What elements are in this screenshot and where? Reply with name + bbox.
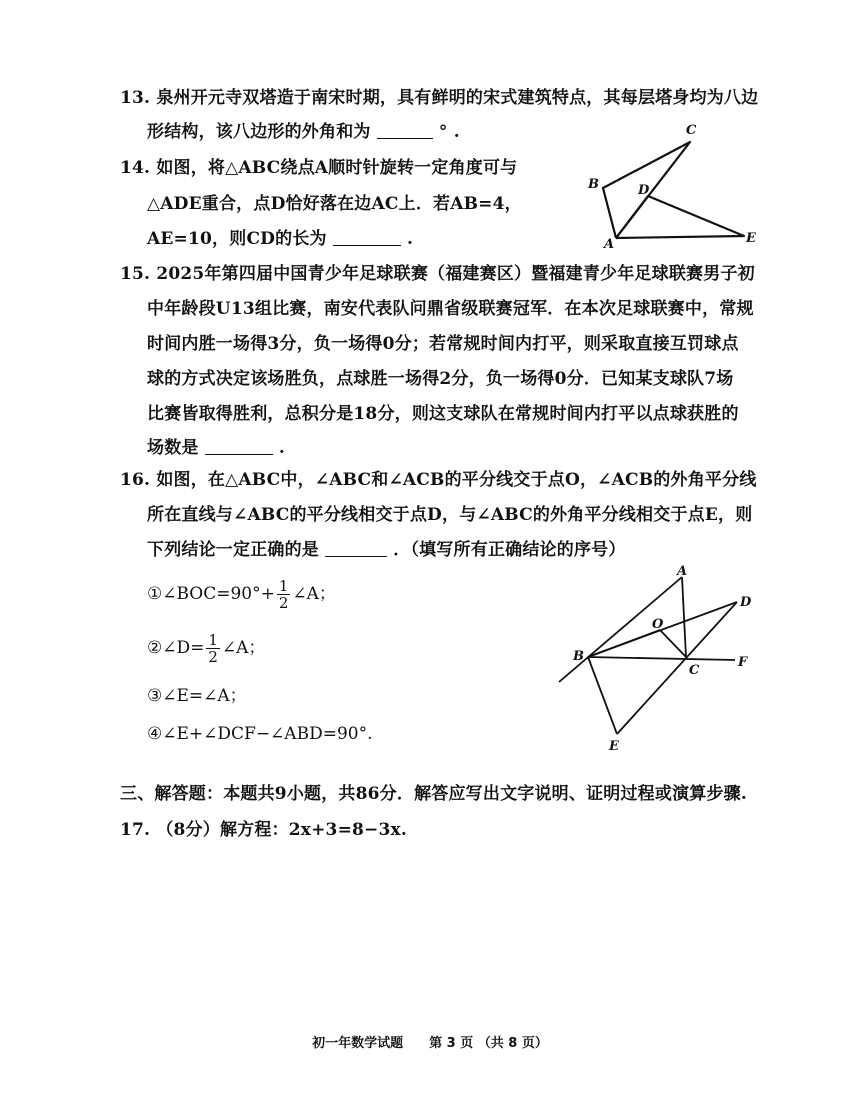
q15-text-6: 场数是 — [147, 438, 199, 458]
q13-text-1: 泉州开元寺双塔造于南宋时期，具有鲜明的宋式建筑特点，其每层塔身均为八边 — [156, 88, 759, 108]
q15-text-4: 球的方式决定该场胜负，点球胜一场得2分，负一场得0分．已知某支球队7场 — [147, 369, 734, 389]
q15-text-5: 比赛皆取得胜利，总积分是18分，则这支球队在常规时间内打平以点球获胜的 — [147, 404, 739, 424]
q16-label-a: A — [677, 564, 688, 579]
q15-end: . — [278, 438, 285, 458]
q15-line6 — [147, 436, 285, 460]
q15-number: 15. — [120, 264, 151, 284]
q15-text-2: 中年龄段U13组比赛，南安代表队问鼎省级联赛冠军．在本次足球联赛中，常规 — [147, 299, 754, 319]
q14-line3 — [147, 227, 413, 251]
q16-s2-pre: ②∠D= — [147, 638, 205, 658]
q16-text-3-end: ．（填写所有正确结论的序号） — [393, 540, 626, 560]
q16-line-bo — [588, 630, 660, 657]
q16-s2-post: ∠A； — [221, 638, 266, 658]
q16-text-2: 所在直线与∠ABC的平分线相交于点D，与∠ABC的外角平分线相交于点E，则 — [147, 505, 753, 525]
q15-line4 — [147, 367, 733, 391]
q16-label-e: E — [609, 739, 619, 754]
q16-s1-pre: ①∠BOC=90°+ — [147, 584, 275, 604]
q16-s1-numerator: 1 — [278, 577, 289, 595]
q13-answer-blank[interactable] — [377, 120, 433, 139]
q16-text-1: 如图，在△ABC中，∠ABC和∠ACB的平分线交于点O，∠ACB的外角平分线 — [156, 470, 757, 490]
q15-line2 — [147, 297, 754, 321]
q15-line3 — [147, 332, 739, 356]
q16-line1 — [120, 468, 757, 492]
q15-line1 — [120, 262, 755, 286]
q16-line-ac — [682, 577, 686, 657]
q16-statement-2 — [147, 632, 265, 665]
q16-number: 16. — [120, 470, 151, 490]
q14-label-e: E — [746, 231, 756, 246]
section-3-heading: 三、解答题：本题共9小题，共86分．解答应写出文字说明、证明过程或演算步骤. — [120, 784, 748, 804]
q14-end: . — [406, 229, 414, 249]
q16-s1-post: ∠A； — [292, 584, 336, 604]
q16-text-3: 下列结论一定正确的是 — [147, 540, 319, 560]
q17-text: （8分）解方程：2x+3=8−3x. — [156, 820, 407, 840]
q16-line3 — [147, 538, 626, 562]
q16-label-d: D — [740, 595, 752, 610]
q16-s2-fraction — [206, 632, 220, 665]
q16-answer-blank[interactable] — [325, 538, 387, 557]
q13-text-2: 形结构，该八边形的外角和为 — [147, 122, 371, 142]
q16-label-f: F — [738, 655, 748, 670]
q14-label-d: D — [638, 183, 650, 198]
q14-figure — [580, 118, 770, 250]
q14-label-b: B — [588, 177, 599, 192]
q15-text-3: 时间内胜一场得3分，负一场得0分；若常规时间内打平，则采取直接互罚球点 — [147, 334, 739, 354]
q16-statement-1 — [147, 578, 336, 611]
q15-answer-blank[interactable] — [205, 436, 273, 455]
q14-label-c: C — [686, 123, 697, 138]
q17-line — [120, 818, 407, 842]
q16-line-bcf — [588, 657, 735, 660]
q16-line-oc — [660, 630, 686, 657]
q16-line-ed — [617, 602, 737, 734]
q13-number: 13. — [120, 88, 151, 108]
q14-text-3: AE=10，则CD的长为 — [147, 229, 327, 249]
q16-line-be — [588, 657, 617, 734]
q16-label-b: B — [573, 649, 584, 664]
q13-unit: ° — [438, 122, 448, 142]
q13-end: . — [453, 122, 460, 142]
q14-line2 — [147, 192, 522, 216]
q15-line5 — [147, 402, 739, 426]
q16-s2-numerator: 1 — [208, 631, 218, 649]
q17-number: 17. — [120, 820, 151, 840]
q14-label-a: A — [604, 237, 615, 250]
q16-s2-denominator: 2 — [208, 648, 218, 666]
q13-line2 — [147, 120, 460, 144]
q15-text-1: 2025年第四届中国青少年足球联赛（福建赛区）暨福建青少年足球联赛男子初 — [156, 264, 755, 284]
q14-text-1: 如图，将△ABC绕点A顺时针旋转一定角度可与 — [156, 158, 518, 178]
q16-statement-4: ④∠E+∠DCF−∠ABD=90°. — [147, 724, 373, 744]
q14-line1 — [120, 156, 517, 180]
q16-line2 — [147, 503, 752, 527]
q16-statement-3: ③∠E=∠A； — [147, 686, 247, 706]
q16-figure — [555, 562, 770, 754]
q14-number: 14. — [120, 158, 151, 178]
q13-line1 — [120, 86, 758, 110]
q14-text-2: △ADE重合，点D恰好落在边AC上．若AB=4， — [147, 194, 522, 214]
q14-answer-blank[interactable] — [333, 227, 401, 246]
q16-label-o: O — [652, 617, 664, 632]
page-footer: 初一年数学试题 第 3 页 （共 8 页） — [312, 1036, 548, 1051]
q14-triangle-ade — [616, 196, 744, 238]
q16-label-c: C — [689, 663, 700, 678]
q16-s1-fraction — [277, 578, 291, 611]
q16-s1-denominator: 2 — [278, 594, 289, 612]
